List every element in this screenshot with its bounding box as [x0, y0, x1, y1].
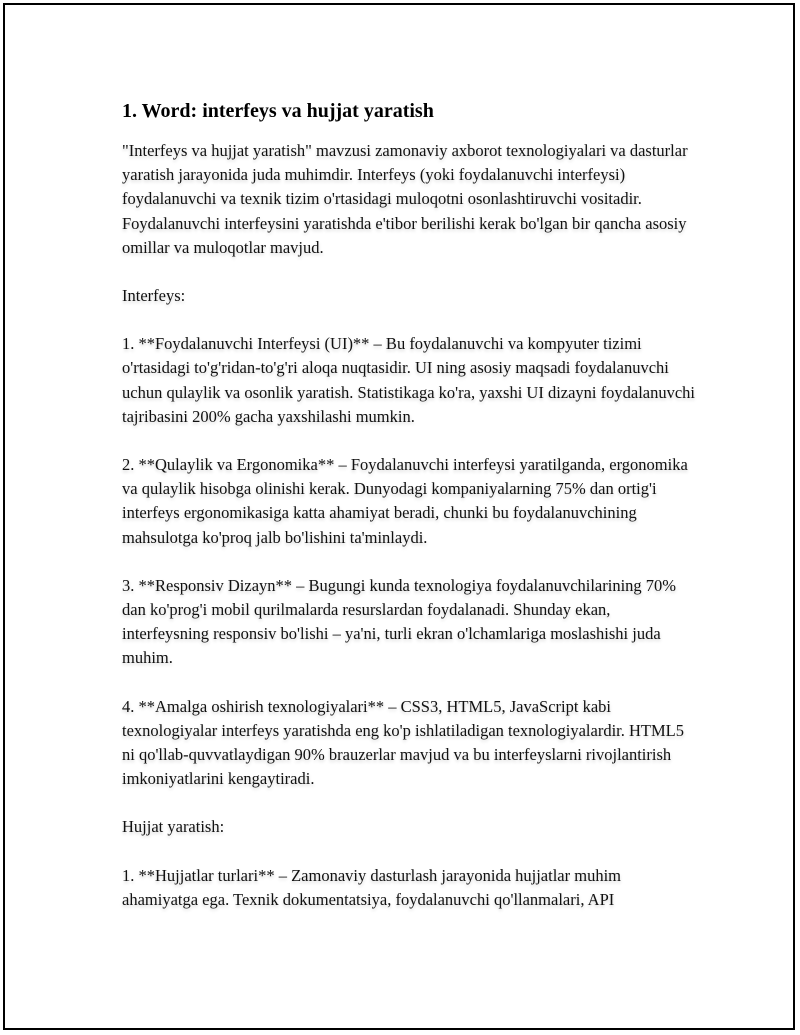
- section-heading-interfeys: Interfeys:: [122, 286, 186, 306]
- section-heading-hujjat: Hujjat yaratish:: [122, 817, 225, 837]
- list-item-technologies: 4. **Amalga oshirish texnologiyalari** – CSS3, HTML5, JavaScript kabi texnologiyalar interfeys yaratishda eng ko'p ishlatiladigan texnologiyalardir. HTML5 ni qo'llab-quvvatlaydigan 90% brauzerlar mavjud va bu interfeyslarni rivojlantirish imkoniyatlarini kengaytiradi.: [122, 696, 684, 789]
- intro-paragraph: "Interfeys va hujjat yaratish" mavzusi zamonaviy axborot texnologiyalari va dasturlar yaratish jarayonida juda muhimdir. Interfeys (yoki foydalanuvchi interfeysi) foydalanuvchi va texnik tizim o'rtasidagi muloqotni osonlashtiruvchi vositadir. Foydalanuvchi interfeysini yaratishda e'tibor berilishi kerak bo'lgan bir qancha asosiy omillar va muloqotlar mavjud.: [122, 141, 688, 257]
- document-body: [122, 97, 697, 936]
- list-item-ergonomics: 2. **Qulaylik va Ergonomika** – Foydalanuvchi interfeysi yaratilganda, ergonomika va qulaylik hisobga olinishi kerak. Dunyodagi kompaniyalarning 75% dan ortig'i interfeys ergonomikasiga katta ahamiyat beradi, chunki bu foydalanuvchining mahsulotga ko'proq jalb bo'lishini ta'minlaydi.: [122, 455, 688, 547]
- list-item-ui: 1. **Foydalanuvchi Interfeysi (UI)** – Bu foydalanuvchi va kompyuter tizimi o'rtasidagi to'g'ridan-to'g'ri aloqa nuqtasidir. UI ning asosiy maqsadi foydalanuvchi uchun qulaylik va osonlik yaratish. Statistikaga ko'ra, yaxshi UI dizayni foydalanuvchi tajribasini 200% gacha yaxshilashi mumkin.: [122, 334, 696, 426]
- document-page: [3, 3, 795, 1030]
- document-title: 1. Word: interfeys va hujjat yaratish: [122, 100, 434, 122]
- list-item-responsive: 3. **Responsiv Dizayn** – Bugungi kunda texnologiya foydalanuvchilarining 70% dan ko'prog'i mobil qurilmalarda resurslardan foydalanadi. Shunday ekan, interfeysning responsiv bo'lishi – ya'ni, turli ekran o'lchamlariga moslashishi juda muhim.: [122, 575, 677, 668]
- list-item-document-types: 1. **Hujjatlar turlari** – Zamonaviy dasturlash jarayonida hujjatlar muhim ahamiyatga ega. Texnik dokumentatsiya, foydalanuvchi qo'llanmalari, API: [122, 865, 621, 909]
